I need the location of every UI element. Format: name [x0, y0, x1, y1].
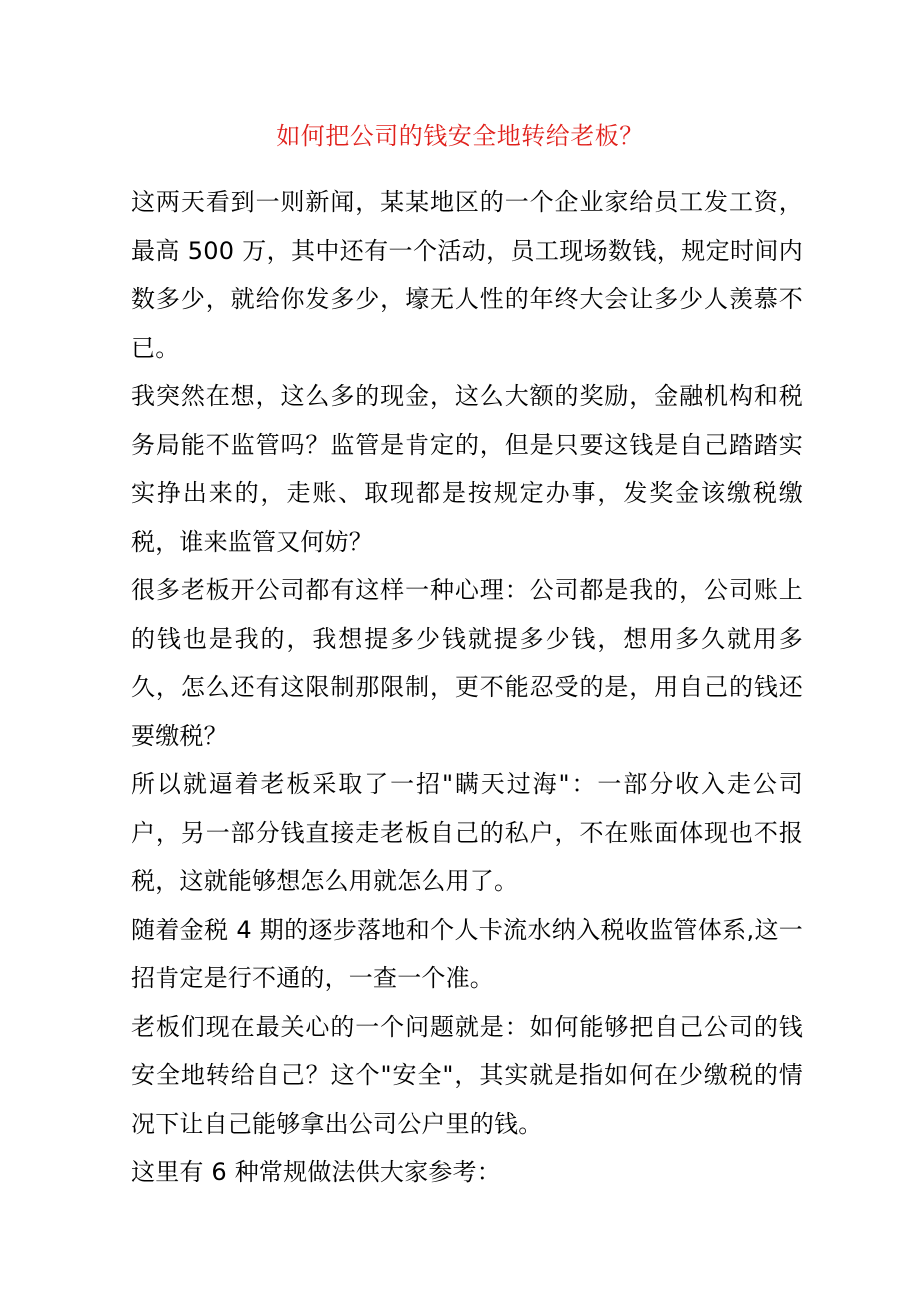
paragraph-4: 所以就逼着老板采取了一招"瞒天过海"：一部分收入走公司户，另一部分钱直接走老板自己的私户，不在账面体现也不报税，这就能够想怎么用就怎么用了。 — [131, 770, 803, 895]
paragraph-7: 这里有 6 种常规做法供大家参考： — [131, 1158, 501, 1186]
paragraph-1: 这两天看到一则新闻，某某地区的一个企业家给员工发工资，最高 500 万，其中还有一个活动，员工现场数钱，规定时间内数多少，就给你发多少，壕无人性的年终大会让多少人羡慕不已。 — [131, 188, 803, 362]
paragraph-6: 老板们现在最关心的一个问题就是：如何能够把自己公司的钱安全地转给自己？这个"安全"，其实就是指如何在少缴税的情况下让自己能够拿出公司公户里的钱。 — [131, 1012, 803, 1138]
paragraph-3: 很多老板开公司都有这样一种心理：公司都是我的，公司账上的钱也是我的，我想提多少钱就提多少钱，想用多久就用多久，怎么还有这限制那限制，更不能忍受的是，用自己的钱还要缴税？ — [131, 576, 803, 750]
document-title: 如何把公司的钱安全地转给老板？ — [276, 122, 644, 150]
paragraph-5: 随着金税 4 期的逐步落地和个人卡流水纳入税收监管体系,这一招肯定是行不通的，一查一个准。 — [131, 915, 803, 992]
paragraph-2: 我突然在想，这么多的现金，这么大额的奖励，金融机构和税务局能不监管吗？监管是肯定的，但是只要这钱是自己踏踏实实挣出来的，走账、取现都是按规定办事，发奖金该缴税缴税，谁来监管又何妨？ — [131, 382, 803, 556]
document-body — [131, 178, 803, 1197]
